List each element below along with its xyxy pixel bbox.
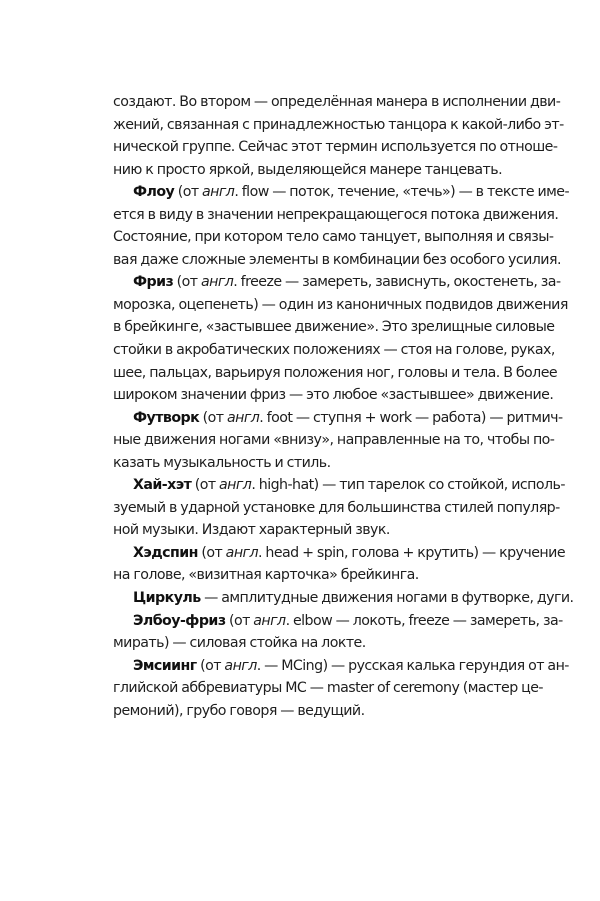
entry-text: . elbow — локоть, freeze — замереть, за-: [285, 612, 563, 629]
entry-text: (от: [196, 657, 225, 674]
entry-text: (от: [174, 184, 203, 201]
text-line: нической группе. Сейчас этот термин используется по отноше-: [113, 139, 558, 156]
text-line: на голове, «визитная карточка» брейкинга.: [113, 567, 419, 584]
text-line: жений, связанная с принадлежностью танцора к какой-либо эт-: [113, 116, 564, 133]
language-abbr: англ: [202, 184, 235, 201]
text-line: Состояние, при котором тело само танцует, выполняя и связы-: [113, 229, 554, 246]
entry-text: (от: [197, 544, 226, 561]
entry-text: . — MCing) — русская калька герундия от ан-: [256, 657, 569, 674]
text-line: ные движения ногами «внизу», направленные на то, чтобы по-: [113, 432, 555, 449]
language-abbr: англ: [225, 544, 258, 561]
language-abbr: англ: [219, 477, 252, 494]
text-line: вая даже сложные элементы в комбинации без особого усилия.: [113, 251, 561, 268]
entry-text: . head + spin, голова + крутить) — кручение: [257, 544, 565, 561]
language-abbr: англ: [226, 409, 260, 426]
glossary-term: Фриз: [133, 274, 174, 291]
text-line: ремоний), грубо говоря — ведущий.: [113, 702, 365, 719]
text-line: ется в виду в значении непрекращающегося потока движения.: [113, 206, 559, 223]
language-abbr: англ: [253, 612, 286, 629]
entry-text: — амплитудные движения ногами в футворке, дуги.: [200, 590, 574, 607]
entry-text: (от: [173, 274, 201, 291]
glossary-entry-emceeing: [113, 655, 569, 678]
entry-text: (от: [225, 612, 254, 629]
text-line: шее, пальцах, варьируя положения ног, головы и тела. В более: [113, 364, 558, 381]
entry-text: . foot — ступня + work — работа) — ритмич-: [259, 409, 563, 426]
glossary-entry-tsirkul: [113, 587, 574, 610]
text-line: глийской аббревиатуры MC — master of ceremony (мастер це-: [113, 680, 543, 697]
glossary-entry-headspin: [113, 542, 565, 565]
entry-text: . flow — поток, течение, «течь») — в тексте име-: [234, 184, 570, 201]
language-abbr: англ: [224, 657, 257, 674]
text-line: морозка, оцепенеть) — один из каноничных подвидов движения: [113, 296, 568, 313]
glossary-term: Элбоу-фриз: [133, 612, 226, 629]
glossary-term: Хэдспин: [133, 544, 198, 561]
glossary-term: Эмсиинг: [133, 657, 197, 674]
glossary-term: Флоу: [133, 184, 175, 201]
text-line: стойки в акробатических положениях — стоя на голове, руках,: [113, 342, 555, 359]
glossary-term: Циркуль: [133, 590, 201, 607]
glossary-entry-footwork: [113, 407, 563, 430]
text-line: в брейкинге, «застывшее движение». Это зрелищные силовые: [113, 319, 555, 336]
entry-text: (от: [199, 409, 227, 426]
text-line: создают. Во втором — определённая манера в исполнении дви-: [113, 94, 561, 110]
text-line: казать музыкальность и стиль.: [113, 454, 331, 471]
language-abbr: англ: [200, 274, 234, 291]
glossary-entry-freeze: [113, 271, 561, 294]
glossary-entry-high-hat: [113, 474, 565, 497]
text-line: зуемый в ударной установке для большинства стилей популяр-: [113, 499, 560, 516]
entry-text: (от: [191, 477, 220, 494]
text-line: ной музыки. Издают характерный звук.: [113, 522, 390, 539]
glossary-term: Футворк: [133, 409, 200, 426]
text-line: широком значении фриз — это любое «застывшее» движение.: [113, 387, 554, 404]
entry-text: . high-hat) — тип тарелок со стойкой, исполь-: [251, 477, 565, 494]
glossary-entry-elbow-freeze: [113, 610, 563, 633]
book-page: [113, 91, 574, 722]
glossary-entry-flow: [113, 181, 570, 204]
glossary-term: Хай-хэт: [133, 477, 192, 494]
text-line: мирать) — силовая стойка на локте.: [113, 635, 366, 652]
entry-text: . freeze — замереть, зависнуть, окостенеть, за-: [233, 274, 561, 291]
text-line: нию к просто яркой, выделяющейся манере танцевать.: [113, 161, 503, 178]
